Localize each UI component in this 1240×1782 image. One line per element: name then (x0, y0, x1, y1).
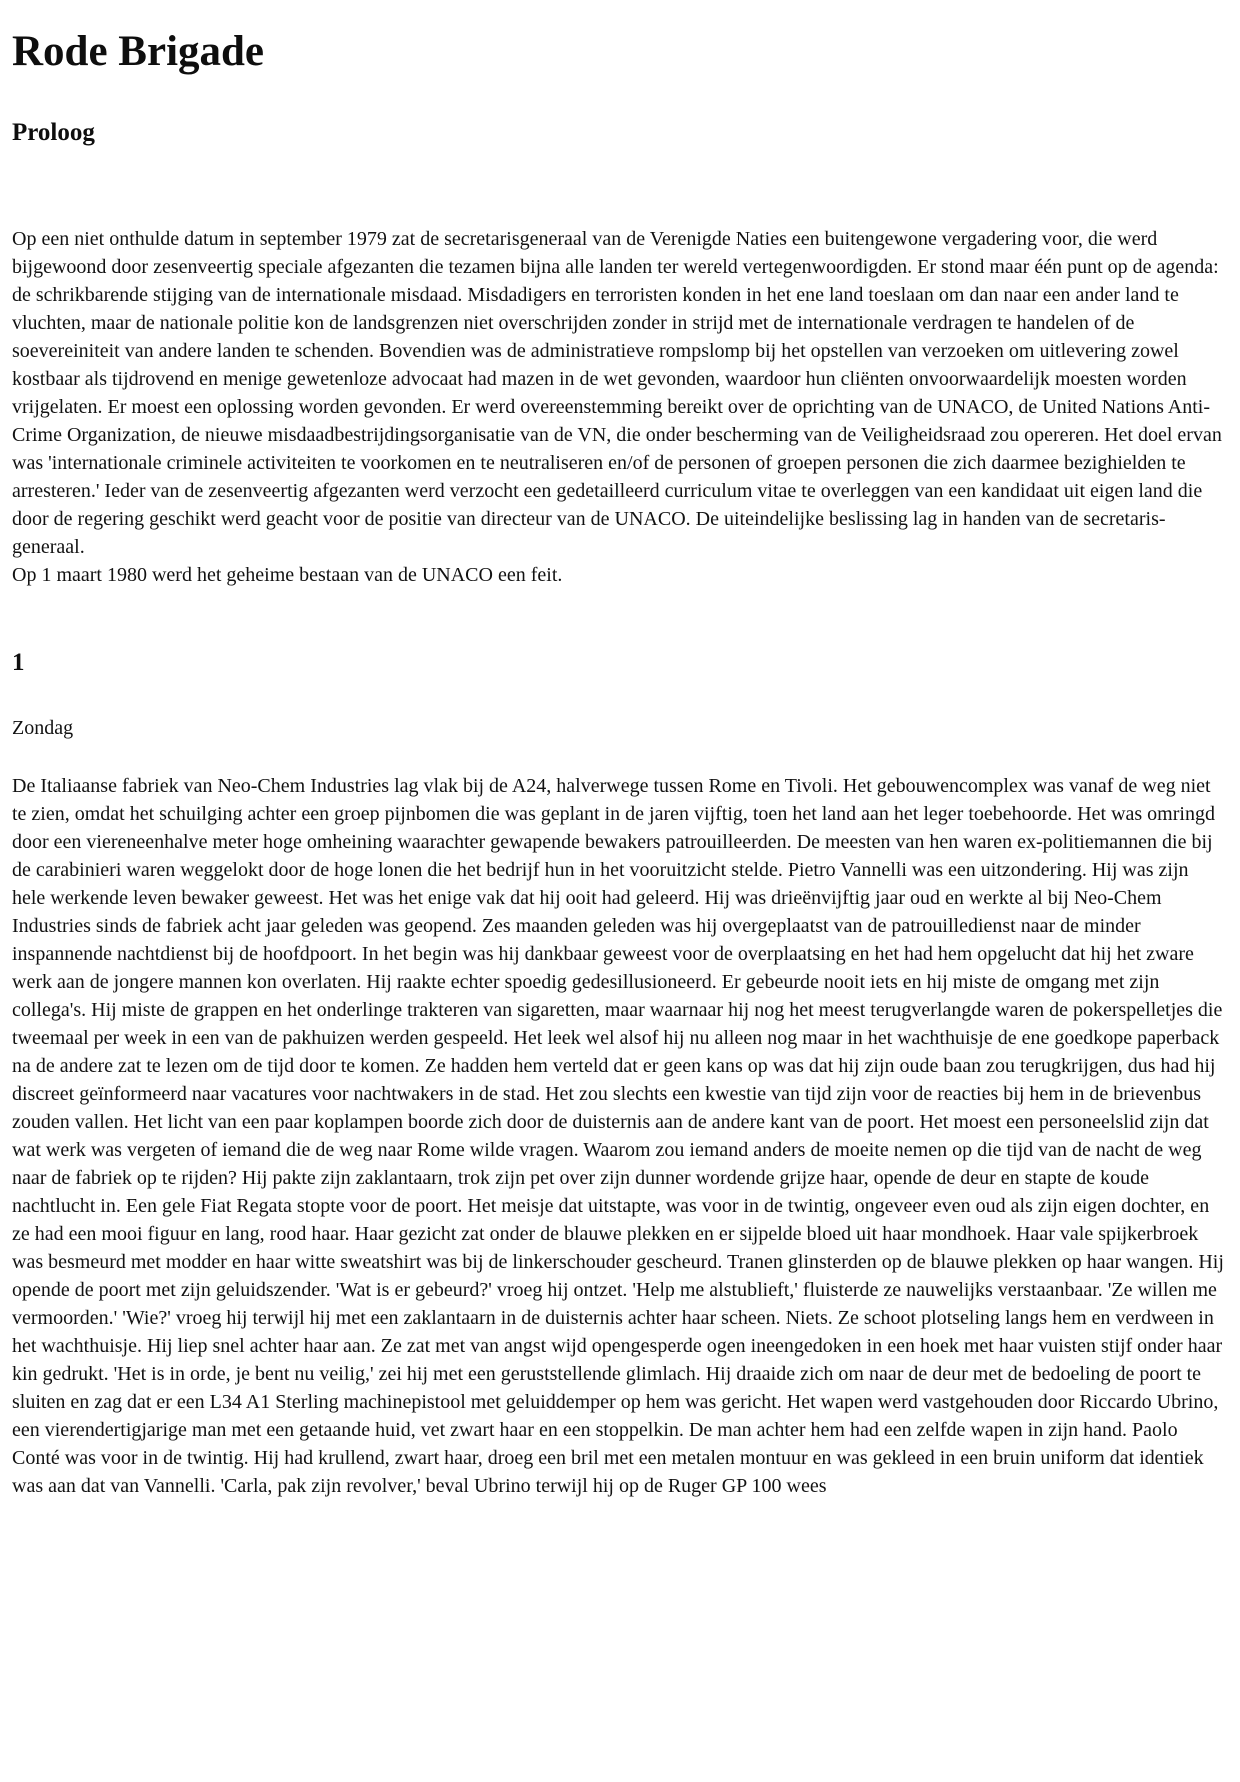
book-page (0, 28, 1240, 1500)
chapter-body-paragraph: De Italiaanse fabriek van Neo-Chem Industries lag vlak bij de A24, halverwege tussen Rome en Tivoli. Het gebouwencomplex was vanaf de weg niet te zien, omdat het schuilging achter een groep pijnbomen die was geplant in de jaren vijftig, toen het land aan het leger toebehoorde. Het was omringd door een viereneenhalve meter hoge omheining waarachter gewapende bewakers patrouilleerden. De meesten van hen waren ex-politiemannen die bij de carabinieri waren weggelokt door de hoge lonen die het bedrijf hun in het vooruitzicht stelde. Pietro Vannelli was een uitzondering. Hij was zijn hele werkende leven bewaker geweest. Het was het enige vak dat hij ooit had geleerd. Hij was drieënvijftig jaar oud en werkte al bij Neo-Chem Industries sinds de fabriek acht jaar geleden was geopend. Zes maanden geleden was hij overgeplaatst van de patrouilledienst naar de minder inspannende nachtdienst bij de hoofdpoort. In het begin was hij dankbaar geweest voor de overplaatsing en het had hem opgelucht dat hij het zware werk aan de jongere mannen kon overlaten. Hij raakte echter spoedig gedesillusioneerd. Er gebeurde nooit iets en hij miste de omgang met zijn collega's. Hij miste de grappen en het onderlinge trakteren van sigaretten, maar waarnaar hij nog het meest terugverlangde waren de pokerspelletjes die tweemaal per week in een van de pakhuizen werden gespeeld. Het leek wel alsof hij nu alleen nog maar in het wachthuisje de ene goedkope paperback na de andere zat te lezen om de tijd door te komen. Ze hadden hem verteld dat er geen kans op was dat hij zijn oude baan zou terugkrijgen, dus had hij discreet geïnformeerd naar vacatures voor nachtwakers in de stad. Het zou slechts een kwestie van tijd zijn voor de reacties bij hem in de brievenbus zouden vallen. Het licht van een paar koplampen boorde zich door de duisternis aan de andere kant van de poort. Het moest een personeelslid zijn dat wat werk was vergeten of iemand die de weg naar Rome wilde vragen. Waarom zou iemand anders de moeite nemen op die tijd van de nacht de weg naar de fabriek op te rijden? Hij pakte zijn zaklantaarn, trok zijn pet over zijn dunner wordende grijze haar, opende de deur en stapte de koude nachtlucht in. Een gele Fiat Regata stopte voor de poort. Het meisje dat uitstapte, was voor in de twintig, ongeveer even oud als zijn eigen dochter, en ze had een mooi figuur en lang, rood haar. Haar gezicht zat onder de blauwe plekken en er sijpelde bloed uit haar mondhoek. Haar vale spijkerbroek was besmeurd met modder en haar witte sweatshirt was bij de linkerschouder gescheurd. Tranen glinsterden op de blauwe plekken op haar wangen. Hij opende de poort met zijn geluidszender. 'Wat is er gebeurd?' vroeg hij ontzet. 'Help me alstublieft,' fluisterde ze nauwelijks verstaanbaar. 'Ze willen me vermoorden.' 'Wie?' vroeg hij terwijl hij met een zaklantaarn in de duisternis achter haar scheen. Niets. Ze schoot plotseling langs hem en verdween in het wachthuisje. Hij liep snel achter haar aan. Ze zat met van angst wijd opengesperde ogen ineengedoken in een hoek met haar vuisten stijf onder haar kin gedrukt. 'Het is in orde, je bent nu veilig,' zei hij met een geruststellende glimlach. Hij draaide zich om naar de deur met de bedoeling de poort te sluiten en zag dat er een L34 A1 Sterling machinepistool met geluiddemper op hem was gericht. Het wapen werd vastgehouden door Riccardo Ubrino, een vierendertigjarige man met een getaande huid, vet zwart haar en een stoppelkin. De man achter hem had een zelfde wapen in zijn hand. Paolo Conté was voor in de twintig. Hij had krullend, zwart haar, droeg een bril met een metalen montuur en was gekleed in een bruin uniform dat identiek was aan dat van Vannelli. 'Carla, pak zijn revolver,' beval Ubrino terwijl hij op de Ruger GP 100 wees (12, 774, 1224, 1497)
book-title: Rode Brigade (12, 28, 265, 75)
chapter-subheading: Zondag (12, 716, 74, 739)
prologue-heading: Proloog (12, 119, 95, 147)
prologue-paragraph-1: Op een niet onthulde datum in september 1979 zat de secretarisgeneraal van de Verenigde Naties een buitengewone vergadering voor, die werd bijgewoond door zesenveertig speciale afgezanten die tezamen bijna alle landen ter wereld vertegenwoordigden. Er stond maar één punt op de agenda: de schrikbarende stijging van de internationale misdaad. Misdadigers en terroristen konden in het ene land toeslaan om dan naar een ander land te vluchten, maar de nationale politie kon de landsgrenzen niet overschrijden zonder in strijd met de internationale verdragen te handelen of de soevereiniteit van andere landen te schenden. Bovendien was de administratieve rompslomp bij het opstellen van verzoeken om uitlevering zowel kostbaar als tijdrovend en menige gewetenloze advocaat had mazen in de wet gevonden, waardoor hun cliënten onvoorwaardelijk moesten worden vrijgelaten. Er moest een oplossing worden gevonden. Er werd overeenstemming bereikt over de oprichting van de UNACO, de United Nations Anti-Crime Organization, de nieuwe misdaadbestrijdingsorganisatie van de VN, die onder bescherming van de Veiligheidsraad zou opereren. Het doel ervan was 'internationale criminele activiteiten te voorkomen en te neutraliseren en/of de personen of groepen personen die zich daarmee bezighielden te arresteren.' Ieder van de zesenveertig afgezanten werd verzocht een gedetailleerd curriculum vitae te overleggen van een kandidaat uit eigen land die door de regering geschikt werd geacht voor de positie van directeur van de UNACO. De uiteindelijke beslissing lag in handen van de secretaris-generaal. (12, 227, 1222, 558)
chapter-number-heading: 1 (12, 648, 25, 676)
prologue-paragraph-2: Op 1 maart 1980 werd het geheime bestaan van de UNACO een feit. (12, 563, 563, 586)
